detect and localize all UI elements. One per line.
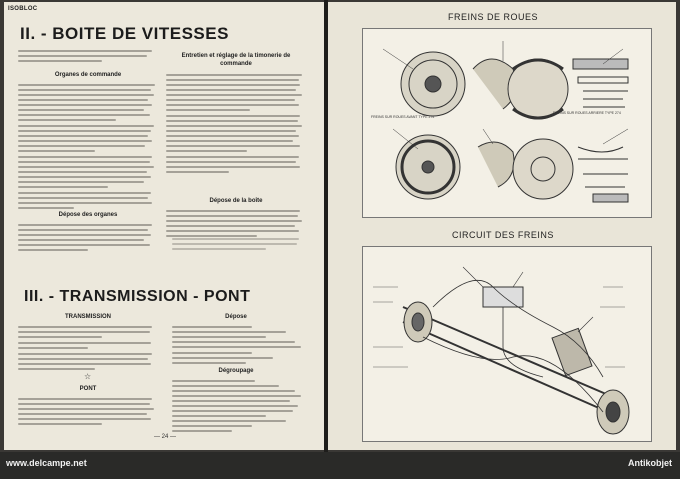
text-depose (172, 326, 306, 367)
heading-entretien-reglage: Entretien et réglage de la timonerie de commande (181, 53, 291, 67)
section-title-boite-de-vitesses: II. - BOITE DE VITESSES (20, 24, 229, 43)
text-transmission (18, 326, 158, 373)
text-organes-commande (18, 84, 158, 212)
left-page (4, 2, 324, 450)
text-pont (18, 398, 158, 428)
note-text (172, 238, 306, 253)
intro-text (18, 50, 158, 65)
section-title-transmission-pont: III. - TRANSMISSION - PONT (24, 288, 251, 305)
right-page (328, 2, 676, 450)
heading-degroupage: Dégroupage (218, 368, 254, 374)
caption-front-brakes: FREINS SUR ROUES AVANT TYPE 274 (371, 115, 435, 119)
brake-circuit-diagram (362, 246, 652, 442)
heading-transmission: TRANSMISSION (64, 314, 111, 320)
watermark-right: Antikobjet (628, 458, 672, 468)
text-entretien (166, 74, 306, 176)
text-degroupage (172, 380, 306, 435)
text-depose-organes (18, 224, 158, 254)
heading-organes-commande: Organes de commande (54, 72, 122, 78)
wheel-brakes-diagram (362, 28, 652, 218)
star-ornament: ☆ (84, 372, 92, 381)
brake-circuit-drawing (363, 247, 653, 443)
heading-pont: PONT (79, 386, 97, 392)
heading-depose: Dépose (225, 314, 247, 320)
heading-depose-organes: Dépose des organes (58, 212, 118, 218)
title-freins-de-roues: FREINS DE ROUES (448, 12, 539, 22)
title-circuit-des-freins: CIRCUIT DES FREINS (452, 230, 554, 240)
caption-rear-brakes: FREINS SUR ROUES ARRIERE TYPE 274 (553, 111, 621, 115)
watermark-footer (0, 452, 680, 479)
wheel-brakes-drawing (363, 29, 653, 219)
page-header: ISOBLOC (8, 6, 38, 12)
watermark-left: www.delcampe.net (6, 458, 87, 468)
text-depose-boite (166, 210, 306, 240)
page-number: — 24 — (154, 434, 177, 440)
heading-depose-boite: Dépose de la boîte (209, 198, 263, 204)
